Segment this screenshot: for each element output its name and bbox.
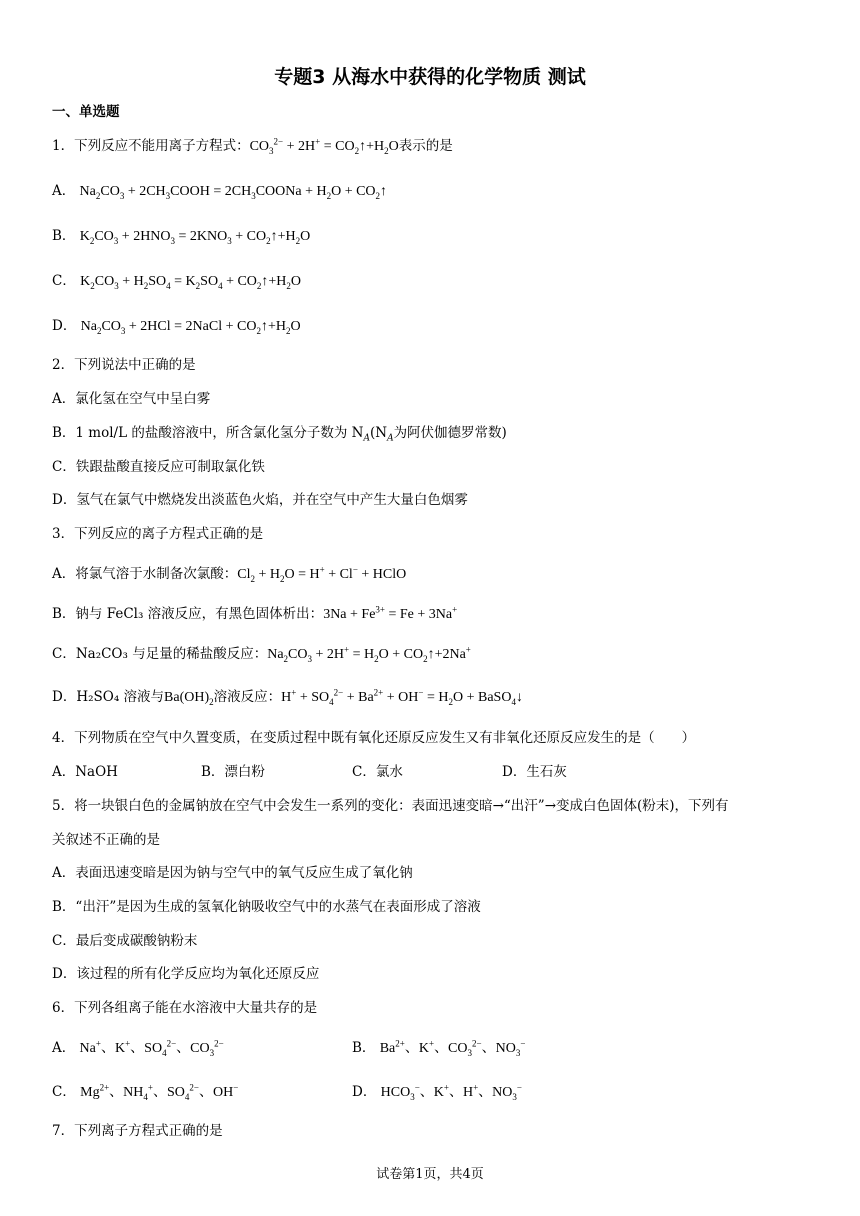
question-2-option-a[interactable]: A．氯化氢在空气中呈白雾 — [52, 391, 211, 407]
question-6-option-a[interactable]: A． Na+、K+、$SO_4^{2-}$、$CO_3^{2-}$ — [52, 1038, 224, 1058]
question-5-stem-line-1: 5．将一块银白色的金属钠放在空气中会发生一系列的变化：表面迅速变暗→“出汗”→变成白色固体(粉末)，下列有 — [52, 798, 729, 814]
question-4-option-a[interactable]: A．NaOH — [52, 764, 118, 780]
question-2-option-d[interactable]: D．氢气在氯气中燃烧发出淡蓝色火焰，并在空气中产生大量白色烟雾 — [52, 492, 468, 508]
question-1-stem: 1．下列反应不能用离子方程式：$CO_3^{2-} + 2H^+$ = $CO_2↑+H_2O$表示的是 — [52, 136, 453, 156]
question-2-stem: 2．下列说法中正确的是 — [52, 357, 196, 373]
page-title: 专题3 从海水中获得的化学物质 测试 — [274, 66, 586, 88]
question-2-option-c[interactable]: C．铁跟盐酸直接反应可制取氯化铁 — [52, 459, 265, 475]
question-4-option-d[interactable]: D．生石灰 — [502, 764, 567, 780]
question-6-option-d[interactable]: D． $HCO_3^-$、K+、H+、$NO_3^-$ — [352, 1082, 522, 1102]
page-footer: 试卷第1页，共4页 — [376, 1167, 484, 1182]
question-1-option-a[interactable]: A． $Na_2CO_3$ + $2CH_3COOH$ = $2CH_3COONa + H_2O$ + $CO_2↑$ — [52, 183, 388, 201]
question-5-option-d[interactable]: D．该过程的所有化学反应均为氧化还原反应 — [52, 966, 320, 982]
question-4-option-b[interactable]: B．漂白粉 — [201, 764, 265, 780]
question-1-option-c[interactable]: C． $K_2CO_3 + H_2SO_4 = K_2SO_4$ + $CO_2↑+H_2O$ — [52, 273, 302, 291]
question-7-stem: 7．下列离子方程式正确的是 — [52, 1123, 223, 1139]
question-5-stem-line-2: 关叙述不正确的是 — [52, 832, 160, 848]
question-6-option-c[interactable]: C． $Mg^{2+}$、$NH_4^+$、$SO_4^{2-}$、OH− — [52, 1082, 239, 1102]
question-1-option-b[interactable]: B． $K_2CO_3 + 2HNO_3 = 2KNO_3$ + $CO_2↑+H_2O$ — [52, 228, 311, 246]
question-3-stem: 3．下列反应的离子方程式正确的是 — [52, 526, 264, 542]
question-3-option-a[interactable]: A．将氯气溶于水制备次氯酸：$Cl_2 + H_2O = H^+ + Cl^-$ + HClO — [52, 564, 407, 584]
question-3-option-b[interactable]: B．钠与 FeCl₃ 溶液反应，有黑色固体析出：$3Na + Fe^{3+} = Fe + 3Na^+$ — [52, 604, 458, 622]
question-5-option-c[interactable]: C．最后变成碳酸钠粉末 — [52, 933, 198, 949]
section-heading: 一、单选题 — [52, 104, 120, 120]
question-5-option-a[interactable]: A．表面迅速变暗是因为钠与空气中的氧气反应生成了氧化钠 — [52, 865, 413, 881]
question-3-option-c[interactable]: C．Na₂CO₃ 与足量的稀盐酸反应：$Na_2CO_3 + 2H^+ = H_2O$ + $CO_2↑+2Na^+$ — [52, 644, 471, 664]
question-6-option-b[interactable]: B． $Ba^{2+}$、K+、$CO_3^{2-}$、$NO_3^-$ — [352, 1038, 526, 1058]
question-4-option-c[interactable]: C．氯水 — [352, 764, 403, 780]
question-2-option-b[interactable]: B．1 mol/L 的盐酸溶液中，所含氯化氢分子数为 $N_A(N_A$为阿伏伽德罗常数) — [52, 425, 507, 444]
question-3-option-d[interactable]: D．H₂SO₄ 溶液与$Ba(OH)_2$溶液反应：$H^+ + SO_4^{2-} + Ba^{2+} + OH^- = H_2O$ + BaSO$_4$↓ — [52, 687, 523, 707]
question-4-stem: 4．下列物质在空气中久置变质，在变质过程中既有氧化还原反应发生又有非氧化还原反应发生的是（ ） — [52, 730, 696, 746]
question-6-stem: 6．下列各组离子能在水溶液中大量共存的是 — [52, 1000, 318, 1016]
question-5-option-b[interactable]: B．“出汗”是因为生成的氢氧化钠吸收空气中的水蒸气在表面形成了溶液 — [52, 899, 481, 915]
question-1-option-d[interactable]: D． $Na_2CO_3 + 2HCl$ = 2NaCl + $CO_2↑+H_2O$ — [52, 318, 301, 336]
